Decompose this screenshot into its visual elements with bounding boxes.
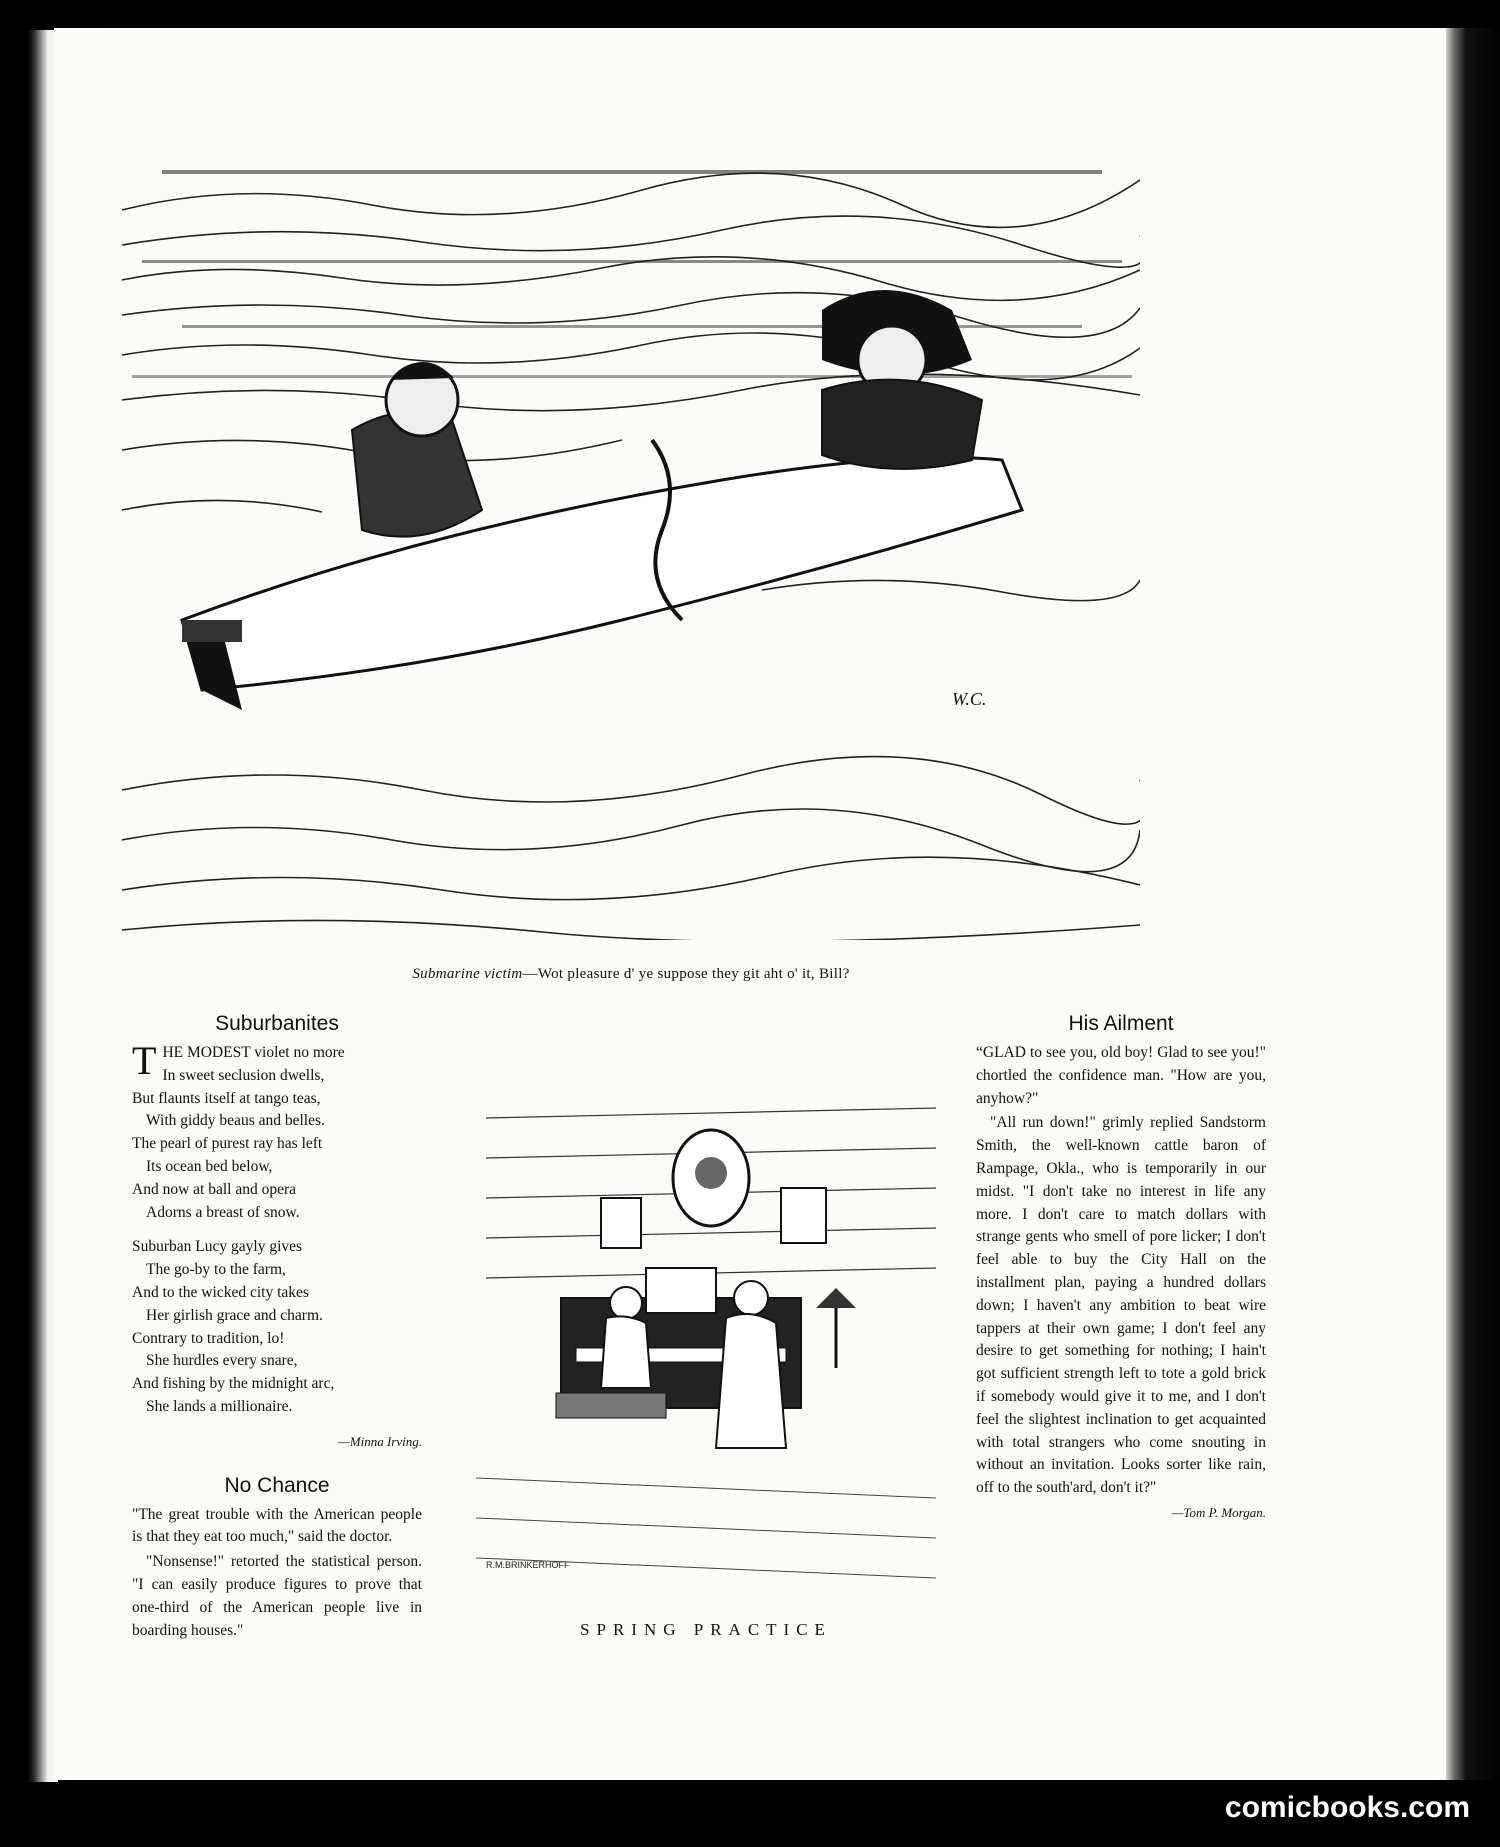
poem-line: And to the wicked city takes xyxy=(132,1283,309,1301)
svg-text:R.M.BRINKERHOFF: R.M.BRINKERHOFF xyxy=(486,1560,570,1570)
his-ailment-credit: —Tom P. Morgan. xyxy=(1171,1504,1266,1520)
right-column xyxy=(976,1010,1266,1525)
poem-line: She hurdles every snare, xyxy=(146,1352,298,1370)
spring-practice-illustration xyxy=(466,1098,946,1598)
caption-lead: Submarine victim xyxy=(412,966,523,982)
site-watermark: comicbooks.com xyxy=(1224,1791,1470,1824)
suburbanites-poem xyxy=(132,1038,422,1454)
poem-line: Contrary to tradition, lo! xyxy=(132,1329,285,1347)
caption-rest: —Wot pleasure d' ye suppose they git aht o' it, Bill? xyxy=(522,966,850,982)
book-edge-right xyxy=(1446,28,1500,1780)
poem-line: Its ocean bed below, xyxy=(146,1157,273,1175)
poem-line: And fishing by the midnight arc, xyxy=(132,1375,335,1393)
left-column xyxy=(132,1010,422,1644)
drop-cap: T xyxy=(132,1038,157,1083)
poem-line: Suburban Lucy gayly gives xyxy=(132,1238,303,1256)
his-ailment-paragraph: "All run down!" grimly replied Sandstorm Smith, the well-known cattle baron of Rampage, Okla., who is temporarily in our midst. "I don't take no interest in life any more. I don't care to match dollars with strange gents who smell of pore licker; I don't feel able to buy the City Hall on the installment plan, paying a hundred dollars down; I haven't any ambition to beat wire tappers at their own game; I don't feel any desire to get something for nothing; I hain't got sufficient strength left to tote a gold brick if somebody would give it to me, and I don't feel the slightest inclination to get acquainted with total strangers who come snouting in without an invitation. Looks sorter like rain, off to the south'ard, don't it?" xyxy=(976,1114,1266,1497)
poem-stanza-1 xyxy=(132,1038,422,1224)
no-chance-title: No Chance xyxy=(224,1473,330,1497)
book-gutter-left xyxy=(0,30,58,1782)
suburbanites-title: Suburbanites xyxy=(215,1012,339,1035)
his-ailment-text xyxy=(976,1042,1266,1500)
poem-line: But flaunts itself at tango teas, xyxy=(132,1089,321,1107)
svg-text:W.C.: W.C. xyxy=(952,689,987,709)
no-chance-paragraph: "Nonsense!" retorted the statistical person. "I can easily produce figures to prove that one-third of the American people live in boarding houses." xyxy=(132,1553,422,1639)
poem-line: The go-by to the farm, xyxy=(146,1261,286,1279)
poem-line: She lands a millionaire. xyxy=(146,1397,293,1415)
poem-line: Adorns a breast of snow. xyxy=(146,1203,300,1221)
poem-line: And now at ball and opera xyxy=(132,1180,296,1198)
no-chance-text xyxy=(132,1504,422,1643)
suburbanites-credit: —Minna Irving. xyxy=(338,1433,422,1449)
his-ailment-paragraph: “GLAD to see you, old boy! Glad to see you!" chortled the confidence man. "How are you, anyhow?" xyxy=(976,1044,1266,1107)
poem-line: With giddy beaus and belles. xyxy=(146,1112,325,1130)
poem-line: HE MODEST violet no more xyxy=(162,1044,345,1061)
spring-practice-title: SPRING PRACTICE xyxy=(580,1620,832,1639)
cartoon-caption xyxy=(122,966,1140,983)
submarine-cartoon-illustration xyxy=(122,150,1140,940)
poem-line: The pearl of purest ray has left xyxy=(132,1135,323,1153)
his-ailment-title: His Ailment xyxy=(1068,1012,1174,1035)
no-chance-paragraph: "The great trouble with the American people is that they eat too much," said the doctor. xyxy=(132,1505,422,1546)
poem-line: In sweet seclusion dwells, xyxy=(162,1066,325,1084)
poem-stanza-2 xyxy=(132,1236,422,1418)
poem-line: Her girlish grace and charm. xyxy=(146,1306,323,1324)
